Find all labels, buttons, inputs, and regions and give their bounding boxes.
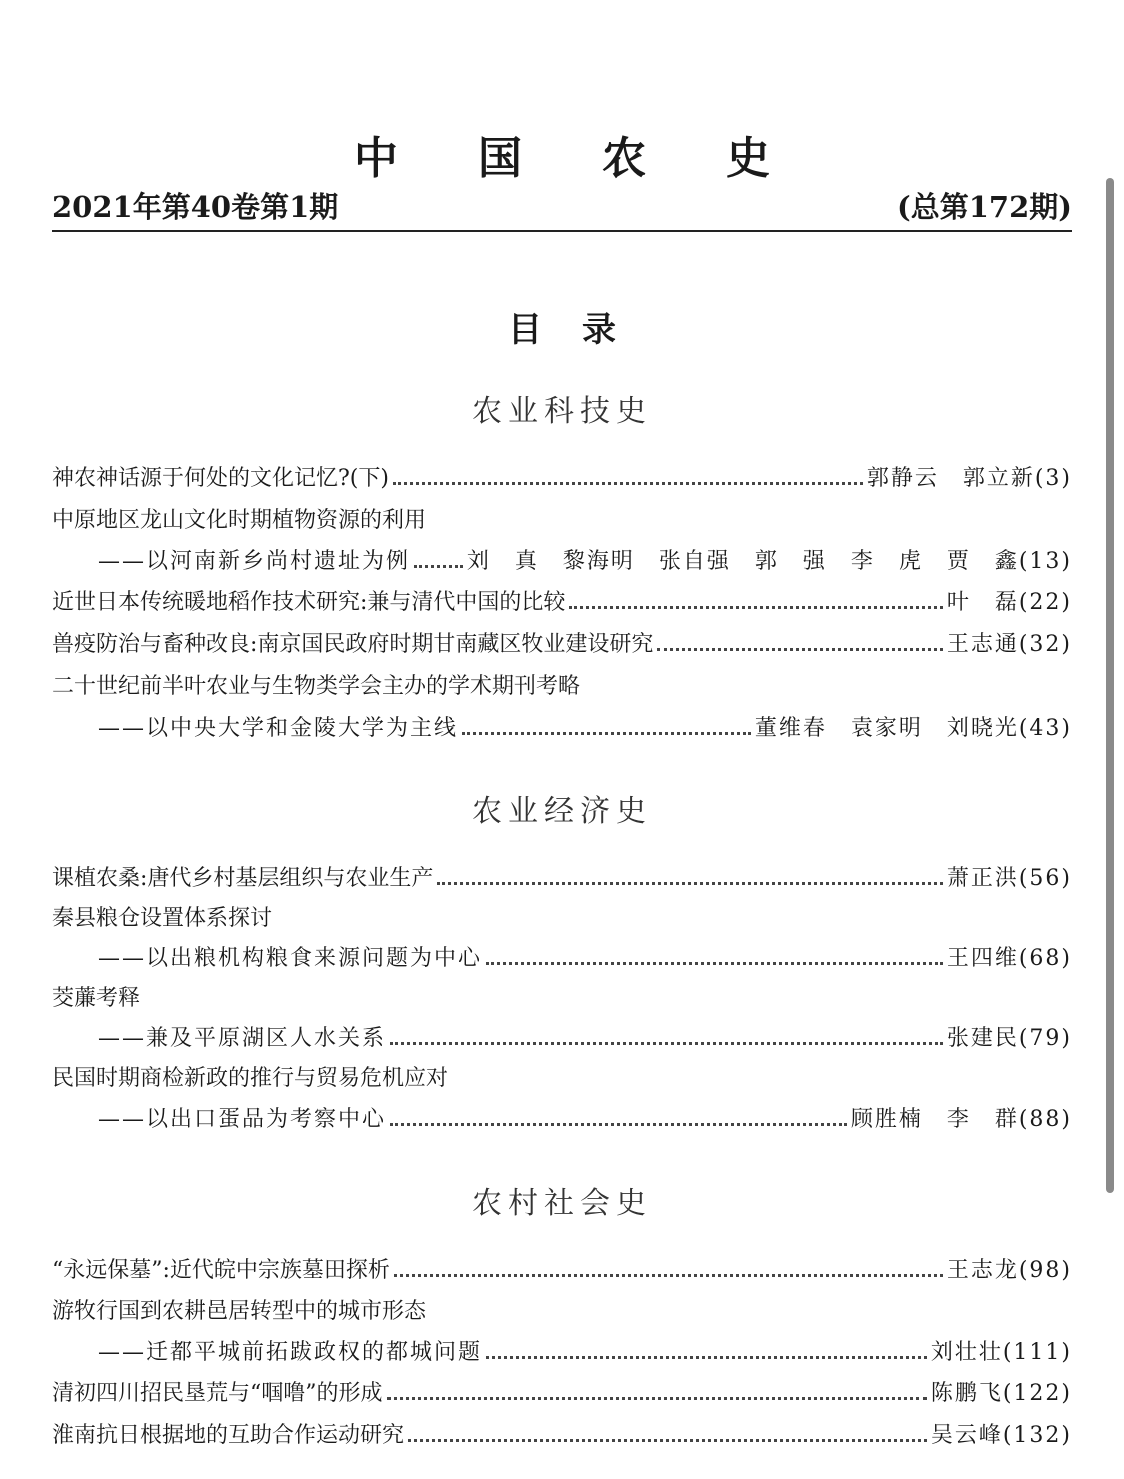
toc-entry[interactable]: [52, 1062, 1072, 1092]
leader-dots: [486, 962, 943, 965]
toc-entry[interactable]: [52, 462, 1072, 492]
entry-title: 淮南抗日根据地的互助合作运动研究: [52, 1423, 405, 1448]
entry-title: “永远保墓”:近代皖中宗族墓田探析: [52, 1258, 390, 1283]
toc-entry[interactable]: [52, 586, 1072, 616]
entry-author-page: 陈鹏飞(122): [930, 1381, 1072, 1406]
entry-title: 课植农桑:唐代乡村基层组织与农业生产: [52, 866, 434, 891]
leader-dots: [437, 882, 942, 885]
entry-title: 二十世纪前半叶农业与生物类学会主办的学术期刊考略: [52, 674, 581, 699]
section-title: 农业科技史: [472, 394, 652, 429]
entry-title: 秦县粮仓设置体系探讨: [52, 906, 273, 931]
entry-author-page: 叶 磊(22): [946, 590, 1072, 615]
entry-author-page: 顾胜楠 李 群(88): [850, 1107, 1072, 1132]
entry-author-page: 刘 真 黎海明 张自强 郭 强 李 虎 贾 鑫(13): [466, 549, 1072, 574]
entry-subtitle: ——兼及平原湖区人水关系: [98, 1026, 387, 1051]
toc-entry[interactable]: [52, 1377, 1072, 1407]
scrollbar[interactable]: [1106, 178, 1114, 1193]
total-issue-number: (总第172期): [897, 190, 1072, 224]
issue-row: [52, 188, 1072, 232]
leader-dots: [390, 1123, 847, 1126]
toc-entry[interactable]: [52, 504, 1072, 534]
toc-entry-subtitle[interactable]: [98, 1022, 1072, 1052]
leader-dots: [569, 606, 942, 609]
entry-title: 茭薕考释: [52, 986, 141, 1011]
leader-dots: [486, 1356, 927, 1359]
entry-title: 民国时期商检新政的推行与贸易危机应对: [52, 1066, 449, 1091]
toc-entry[interactable]: [52, 670, 1072, 700]
toc-entry[interactable]: [52, 902, 1072, 932]
leader-dots: [390, 1042, 943, 1045]
toc-entry[interactable]: [52, 1254, 1072, 1284]
entry-author-page: 吴云峰(132): [930, 1423, 1072, 1448]
toc-entry[interactable]: [52, 628, 1072, 658]
toc-entry-subtitle[interactable]: [98, 942, 1072, 972]
entry-title: 兽疫防治与畜种改良:南京国民政府时期甘南藏区牧业建设研究: [52, 632, 654, 657]
entry-author-page: 王志龙(98): [946, 1258, 1072, 1283]
entry-subtitle: ——迁都平城前拓跋政权的都城问题: [98, 1340, 483, 1365]
journal-title: 中国农史: [354, 133, 850, 184]
leader-dots: [387, 1397, 927, 1400]
toc-entry-subtitle[interactable]: [98, 1103, 1072, 1133]
entry-author-page: 张建民(79): [946, 1026, 1072, 1051]
toc-entry-subtitle[interactable]: [98, 545, 1072, 575]
leader-dots: [408, 1439, 927, 1442]
entry-title: 中原地区龙山文化时期植物资源的利用: [52, 508, 427, 533]
entry-author-page: 王志通(32): [946, 632, 1072, 657]
issue-number: 2021年第40卷第1期: [52, 190, 339, 224]
leader-dots: [414, 565, 463, 568]
leader-dots: [657, 648, 942, 651]
entry-author-page: 王四维(68): [946, 946, 1072, 971]
section-title: 农村社会史: [472, 1186, 652, 1221]
entry-title: 游牧行国到农耕邑居转型中的城市形态: [52, 1299, 427, 1324]
toc-entry[interactable]: [52, 1419, 1072, 1449]
entry-subtitle: ——以出口蛋品为考察中心: [98, 1107, 387, 1132]
toc-entry[interactable]: [52, 862, 1072, 892]
entry-author-page: 董维春 袁家明 刘晓光(43): [754, 716, 1072, 741]
leader-dots: [462, 732, 751, 735]
entry-author-page: 郭静云 郭立新(3): [866, 466, 1072, 491]
entry-title: 近世日本传统暖地稻作技术研究:兼与清代中国的比较: [52, 590, 566, 615]
toc-heading: 目录: [508, 310, 656, 350]
entry-subtitle: ——以中央大学和金陵大学为主线: [98, 716, 459, 741]
leader-dots: [394, 1274, 943, 1277]
entry-author-page: 刘壮壮(111): [930, 1340, 1072, 1365]
section-title: 农业经济史: [472, 794, 652, 829]
entry-author-page: 萧正洪(56): [946, 866, 1072, 891]
entry-title: 清初四川招民垦荒与“啯噜”的形成: [52, 1381, 383, 1406]
entry-subtitle: ——以出粮机构粮食来源问题为中心: [98, 946, 483, 971]
entry-subtitle: ——以河南新乡尚村遗址为例: [98, 549, 411, 574]
toc-entry-subtitle[interactable]: [98, 712, 1072, 742]
toc-entry-subtitle[interactable]: [98, 1336, 1072, 1366]
toc-entry[interactable]: [52, 1295, 1072, 1325]
leader-dots: [393, 482, 863, 485]
toc-entry[interactable]: [52, 982, 1072, 1012]
entry-title: 神农神话源于何处的文化记忆?(下): [52, 466, 389, 491]
